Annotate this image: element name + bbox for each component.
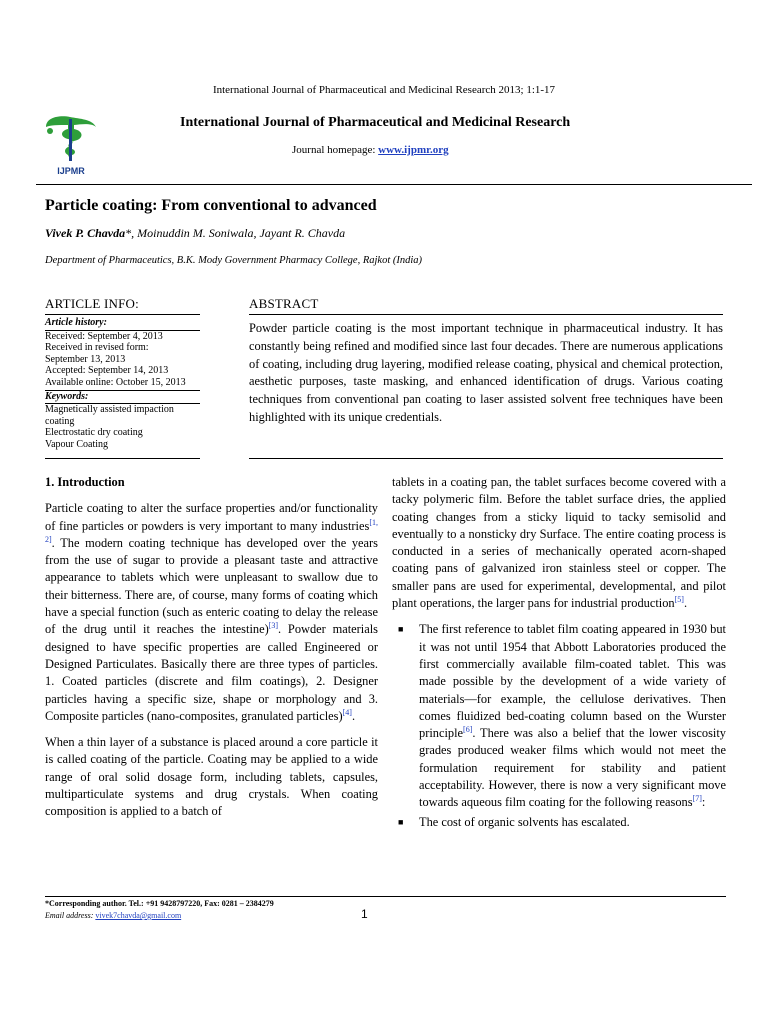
article-info-box bbox=[45, 317, 200, 451]
square-bullet-icon: ■ bbox=[398, 816, 404, 827]
history-item: Available online: October 15, 2013 bbox=[45, 376, 186, 388]
affiliation: Department of Pharmaceutics, B.K. Mody Government Pharmacy College, Rajkot (India) bbox=[45, 255, 423, 266]
lead-author: Vivek P. Chavda bbox=[45, 226, 126, 240]
keyword-item: Vapour Coating bbox=[45, 438, 109, 450]
journal-logo bbox=[40, 113, 102, 179]
bullet-item: ■ The first reference to tablet film coating appeared in 1930 but it was not until 1954 that Abbott Laboratories produced the first commercially available film-coated tablet. This was made possible by the development of a wide variety of materials—for example, the cellulose derivatives. Then comes fluidized bed-coating column based on the Wurster principle[6]. There was also a belief that the lower viscosity grades produced weaker films which would not meet the formulation requirement for stability and patient acceptability. However, there is now a very significant move towards aqueous film coating for the following reasons[7]: bbox=[398, 622, 726, 810]
abstract-heading: ABSTRACT bbox=[249, 296, 319, 311]
logo-text: IJPMR bbox=[57, 166, 85, 176]
right-column bbox=[392, 474, 726, 833]
footer-rule bbox=[45, 896, 726, 897]
journal-homepage bbox=[292, 144, 449, 156]
info-bottom-rule bbox=[45, 458, 200, 459]
intro-paragraph: tablets in a coating pan, the tablet surfaces become covered with a tacky polymeric film. Before the tablet surface dries, the applied coating changes from a sticky liquid to tacky semisolid and eventually to a nonsticky dry Surface. The entire coating process is conducted in a series of mechanically operated acorn-shaped coating pans of galvanized iron stainless steel or copper. The smaller pans are used for experimental, developmental, and pilot plant operations, the larger pans for industrial production[5]. bbox=[392, 475, 726, 611]
abstract-heading-rule bbox=[249, 314, 723, 315]
keywords-label: Keywords: bbox=[45, 390, 89, 402]
running-head: International Journal of Pharmaceutical and Medicinal Research 2013; 1:1-17 bbox=[212, 84, 556, 96]
header-rule bbox=[36, 184, 752, 185]
left-column bbox=[45, 474, 378, 830]
homepage-label: Journal homepage: bbox=[292, 144, 376, 156]
citation-link[interactable]: [6] bbox=[463, 725, 473, 735]
history-item: Received: September 4, 2013 bbox=[45, 330, 163, 342]
bullet-list bbox=[392, 621, 726, 831]
history-item: September 13, 2013 bbox=[45, 353, 126, 365]
email-line bbox=[45, 911, 181, 920]
article-info-heading: ARTICLE INFO: bbox=[45, 296, 139, 311]
history-item: Received in revised form: bbox=[45, 342, 149, 354]
citation-link[interactable]: [5] bbox=[674, 594, 684, 604]
coauthors: *, Moinuddin M. Soniwala, Jayant R. Chavda bbox=[125, 226, 346, 240]
history-label: Article history: bbox=[45, 317, 107, 328]
section-heading: 1. Introduction bbox=[45, 475, 125, 489]
email-link[interactable]: vivek7chavda@gmail.com bbox=[95, 911, 182, 920]
intro-paragraph: Particle coating to alter the surface properties and/or functionality of fine particles or powders is very important to many industries[1, 2]. The modern coating technique has developed over the years from the use of sugar to provide a pleasant taste and attractive appearance to tablets which were unpleasant to swallow due to their bitterness. There are, of course, many forms of coating which have a special function (such as enteric coating to delay the release of the drug until it reaches the intestine)[3]. Powder materials designed to have specific properties are called Engineered or Designed Particulates. Basically there are three types of particles. 1. Coated particles (discrete and film coatings), 2. Designer particles having a specific size, shape or morphology and 3. Composite particles (nano-composites, granulated particles)[4]. bbox=[45, 501, 378, 723]
journal-title: International Journal of Pharmaceutical and Medicinal Research bbox=[180, 115, 571, 130]
authors bbox=[45, 226, 345, 241]
citation-link[interactable]: [1, 2] bbox=[45, 517, 378, 544]
abstract-text: Powder particle coating is the most important technique in pharmaceutical industry. It has constantly being refined and modified since last four decades. There are numerous applications of coating, including drug layering, modified release coating, physical and chemical protection, aesthetic purposes, taste masking, and enhanced identification of drugs. Various coating techniques from conventional pan coating to laser assisted solvent free techniques have been highlighted with its unique credentials. bbox=[249, 321, 723, 424]
page-number: 1 bbox=[361, 907, 368, 921]
info-heading-rule bbox=[45, 314, 200, 315]
square-bullet-icon: ■ bbox=[398, 624, 404, 635]
history-item: Accepted: September 14, 2013 bbox=[45, 365, 169, 377]
keyword-item: Magnetically assisted impaction coating bbox=[45, 404, 174, 427]
citation-link[interactable]: [3] bbox=[268, 621, 279, 631]
intro-paragraph: When a thin layer of a substance is placed around a core particle it is called coating of the particle. Coating may be applied to a wide range of oral solid dosage form, including tablets, capsules, multiparticulate systems and drug crystals. When coating composition is applied to a batch of bbox=[45, 735, 378, 819]
citation-link[interactable]: [7] bbox=[692, 794, 702, 804]
citation-link[interactable]: [4] bbox=[342, 707, 352, 717]
abstract-bottom-rule bbox=[249, 458, 723, 459]
email-label: Email address: bbox=[45, 911, 94, 920]
corresponding-author: *Corresponding author. Tel.: +91 9428797220, Fax: 0281 – 2384279 bbox=[45, 899, 274, 908]
homepage-link[interactable]: www.ijpmr.org bbox=[378, 144, 449, 156]
article-title: Particle coating: From conventional to advanced bbox=[45, 197, 377, 214]
caduceus-icon bbox=[40, 113, 102, 165]
keyword-item: Electrostatic dry coating bbox=[45, 427, 143, 439]
bullet-item: ■ The cost of organic solvents has escalated. bbox=[392, 814, 726, 831]
